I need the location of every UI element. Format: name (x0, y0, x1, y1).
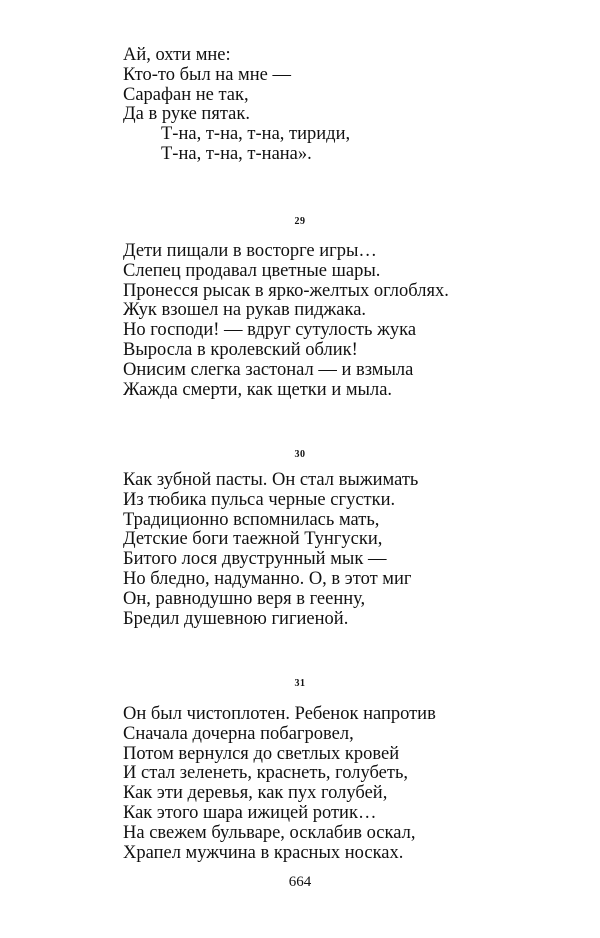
verse-line: Слепец продавал цветные шары. (123, 260, 381, 281)
verse-line: Детские боги таежной Тунгуски, (123, 529, 383, 550)
verse-line: И стал зеленеть, краснеть, голубеть, (123, 763, 409, 784)
verse-line: Как этого шара ижицей ротик… (123, 802, 377, 823)
verse-line: Да в руке пятак. (123, 104, 250, 125)
verse-line: Битого лося двуструнный мык — (123, 549, 387, 570)
poem-31-stanza (123, 705, 436, 863)
poem-29-stanza (123, 242, 449, 400)
verse-line: Как эти деревья, как пух голубей, (123, 783, 388, 804)
verse-line: Но господи! — вдруг сутулость жука (123, 320, 417, 341)
verse-line: Онисим слегка застонал — и взмыла (123, 359, 414, 380)
verse-line: Пронесся рысак в ярко-желтых оглоблях. (123, 280, 449, 301)
poem-number-31: 31 (294, 678, 306, 689)
verse-line: Он, равнодушно веря в геенну, (123, 588, 366, 609)
verse-line: Кто-то был на мне — (123, 64, 291, 85)
verse-line: Бредил душевною гигиеной. (123, 608, 349, 629)
verse-line: На свежем бульваре, осклабив оскал, (123, 822, 416, 843)
verse-line: Храпел мужчина в красных носках. (123, 842, 404, 863)
verse-line: Дети пищали в восторге игры… (123, 241, 377, 261)
verse-line: Из тюбика пульса черные сгустки. (123, 489, 396, 510)
intro-stanza (123, 46, 350, 165)
verse-line-refrain: Т-на, т-на, т-на, тириди, (161, 124, 351, 145)
verse-line: Сарафан не так, (123, 84, 249, 105)
verse-line: Выросла в кролевский облик! (123, 339, 358, 360)
verse-line: Как зубной пасты. Он стал выжимать (123, 470, 419, 490)
poem-number-30: 30 (294, 449, 306, 460)
verse-line-refrain: Т-на, т-на, т-нана». (161, 143, 312, 164)
verse-line: Потом вернулся до светлых кровей (123, 743, 400, 764)
poem-30-stanza (123, 471, 418, 629)
poem-number-29: 29 (294, 216, 306, 227)
verse-line: Сначала дочерна побагровел, (123, 723, 354, 744)
verse-line: Традиционно вспомнилась мать, (123, 509, 380, 530)
page-number: 664 (288, 874, 312, 890)
verse-line: Жажда смерти, как щетки и мыла. (123, 379, 393, 400)
verse-line: Ай, охти мне: (123, 45, 231, 65)
verse-line: Он был чистоплотен. Ребенок напротив (123, 704, 436, 724)
verse-line: Но бледно, надуманно. О, в этот миг (123, 568, 412, 589)
verse-line: Жук взошел на рукав пиджака. (123, 300, 367, 321)
